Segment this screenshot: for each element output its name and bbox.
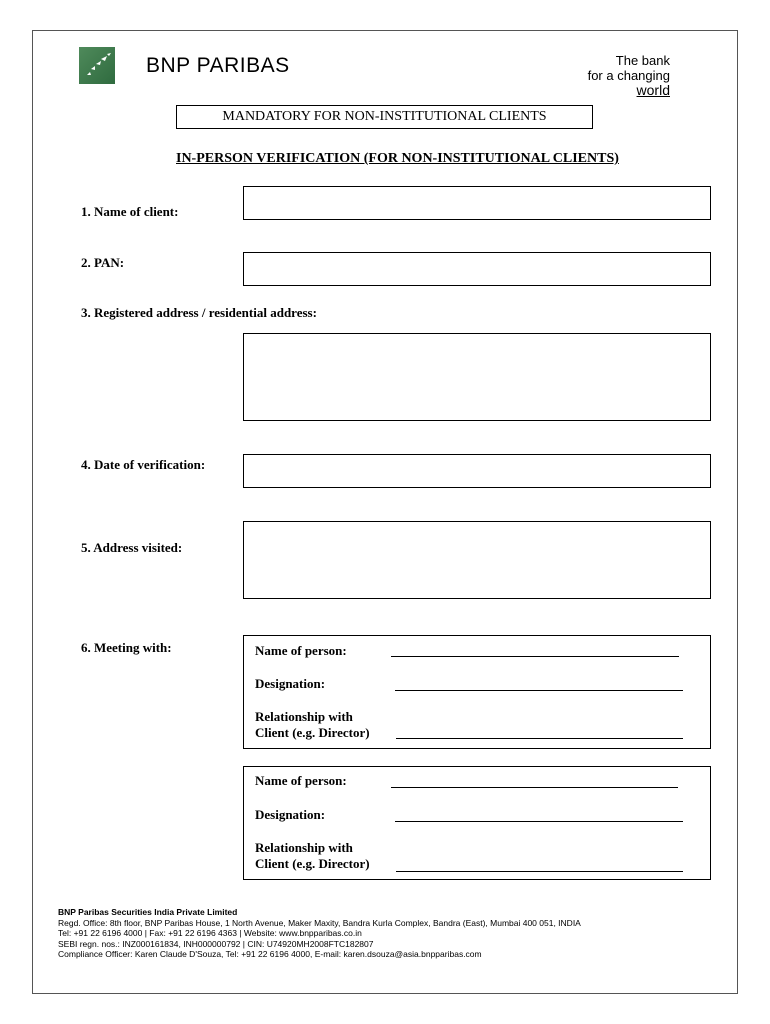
tagline-line-3: world	[636, 82, 670, 98]
relationship-label-2	[255, 840, 370, 872]
designation-line-2[interactable]	[395, 821, 683, 822]
tagline	[588, 53, 670, 98]
footer	[58, 907, 581, 960]
meeting-box-1	[243, 635, 711, 749]
footer-line-4: Compliance Officer: Karen Claude D'Souza, Tel: +91 22 6196 4000, E-mail: karen.dsouza@asia.bnpparibas.com	[58, 949, 482, 959]
person-label-2: Name of person:	[255, 773, 347, 788]
date-label: 4. Date of verification:	[81, 457, 206, 472]
footer-line-2: Tel: +91 22 6196 4000 | Fax: +91 22 6196 4363 | Website: www.bnpparibas.co.in	[58, 928, 362, 938]
footer-company: BNP Paribas Securities India Private Limited	[58, 907, 238, 917]
meeting-box-2	[243, 766, 711, 880]
pan-field[interactable]	[243, 252, 711, 286]
relationship-line2-1: Client (e.g. Director)	[255, 725, 370, 740]
footer-line-3: SEBI regn. nos.: INZ000161834, INH000000792 | CIN: U74920MH2008FTC182807	[58, 938, 374, 949]
person-label-1: Name of person:	[255, 643, 347, 658]
tagline-line-1: The bank	[615, 53, 670, 68]
person-line-1[interactable]	[391, 656, 679, 657]
designation-label-1: Designation:	[255, 676, 326, 691]
mandatory-label: MANDATORY FOR NON-INSTITUTIONAL CLIENTS	[176, 105, 593, 129]
pan-label: 2. PAN:	[81, 255, 125, 270]
relationship-line-1[interactable]	[396, 738, 683, 739]
bnp-logo-icon	[79, 47, 115, 84]
name-field[interactable]	[243, 186, 711, 220]
designation-line-1[interactable]	[395, 690, 683, 691]
date-field[interactable]	[243, 454, 711, 488]
designation-label-2: Designation:	[255, 807, 326, 822]
address-field[interactable]	[243, 333, 711, 421]
meeting-label: 6. Meeting with:	[81, 640, 172, 655]
footer-line-1: Regd. Office: 8th floor, BNP Paribas House, 1 North Avenue, Maker Maxity, Bandra Kurla Complex, Bandra (East), Mumbai 400 051, INDIA	[58, 917, 581, 928]
relationship-line1-2: Relationship with	[255, 840, 353, 855]
brand-name: BNP PARIBAS	[146, 54, 290, 77]
person-line-2[interactable]	[391, 787, 678, 788]
relationship-line-2[interactable]	[396, 871, 683, 872]
tagline-line-2: for a changing	[587, 68, 670, 83]
address-label: 3. Registered address / residential address:	[81, 305, 317, 320]
visited-field[interactable]	[243, 521, 711, 599]
name-label: 1. Name of client:	[81, 204, 179, 219]
page-title: IN-PERSON VERIFICATION (FOR NON-INSTITUTIONAL CLIENTS)	[176, 151, 619, 166]
relationship-label-1	[255, 709, 370, 741]
relationship-line1-1: Relationship with	[255, 709, 353, 724]
visited-label: 5. Address visited:	[81, 540, 183, 555]
relationship-line2-2: Client (e.g. Director)	[255, 856, 370, 871]
